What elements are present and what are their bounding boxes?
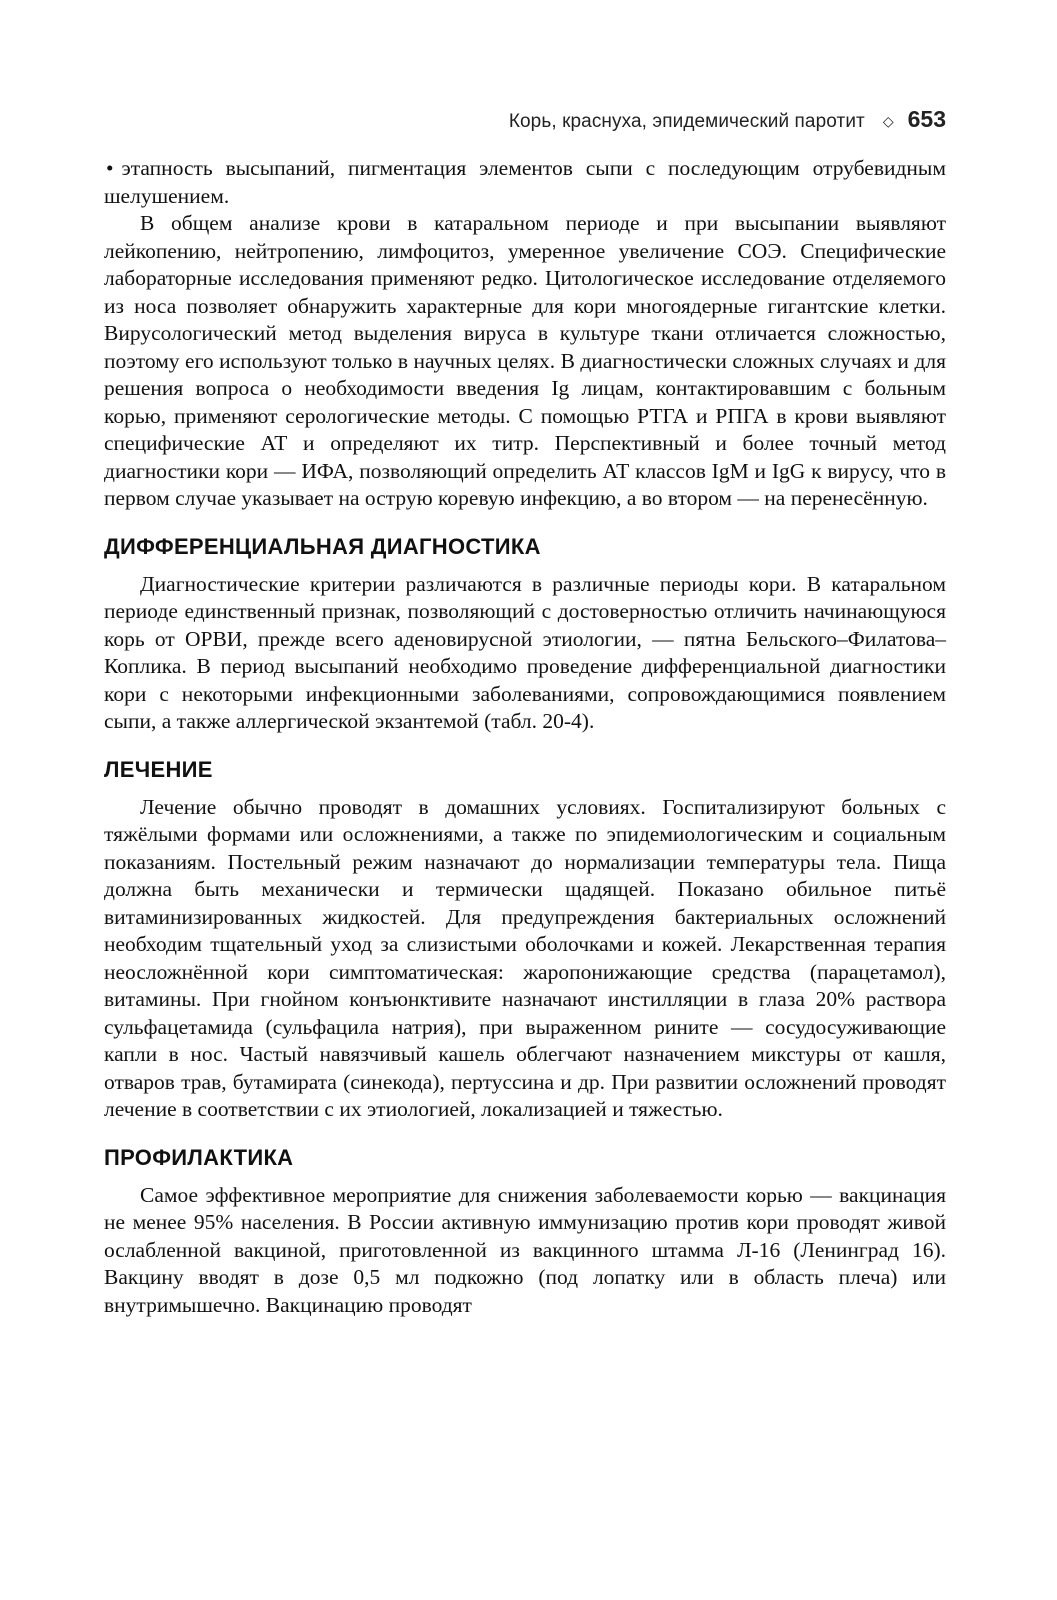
- section-heading-prevention: ПРОФИЛАКТИКА: [104, 1144, 294, 1170]
- section-heading-differential-diagnosis: ДИФФЕРЕНЦИАЛЬНАЯ ДИАГНОСТИКА: [104, 533, 541, 559]
- book-page: [104, 0, 946, 1600]
- treatment-paragraph: Лечение обычно проводят в домашних условиях. Госпитализируют больных с тяжёлыми формами или осложнениями, а также по эпидемиологическим и социальным показаниям. Постельный режим назначают до нормализации температуры тела. Пища должна быть механически и термически щадящей. Показано обильное питьё витаминизированных жидкостей. Для предупреждения бактериальных осложнений необходим тщательный уход за слизистыми оболочками и кожей. Лекарственная терапия неосложнённой кори симптоматическая: жаропонижающие средства (парацетамол), витамины. При гнойном конъюнктивите назначают инстилляции в глаза 20% раствора сульфацетамида (сульфацила натрия), при выраженном рините — сосудосуживающие капли в нос. Частый навязчивый кашель облегчают назначением микстуры от кашля, отваров трав, бутамирата (синекода), пертуссина и др. При развитии осложнений проводят лечение в соответствии с их этиологией, локализацией и тяжестью.: [104, 794, 946, 1121]
- page-body: [104, 155, 946, 1319]
- diamond-separator-icon: ◇: [882, 113, 894, 129]
- prevention-paragraph: Самое эффективное мероприятие для снижения заболеваемости корью — вакцинация не менее 95% населения. В России активную иммунизацию против кори проводят живой ослабленной вакциной, приготовленной из вакцинного штамма Л-16 (Ленинград 16). Вакцину вводят в дозе 0,5 мл подкожно (под лопатку или в область плеча) или внутримышечно. Вакцинацию проводят: [104, 1182, 946, 1317]
- section-heading-treatment: ЛЕЧЕНИЕ: [104, 756, 213, 782]
- running-head: [509, 106, 946, 133]
- differential-diagnosis-paragraph: Диагностические критерии различаются в различные периоды кори. В катаральном периоде единственный признак, позволяющий с достоверностью отличить начинающуюся корь от ОРВИ, прежде всего аденовирусной этиологии, — пятна Бельского–Филатова–Коплика. В период высыпаний необходимо проведение дифференциальной диагностики кори с некоторыми инфекционными заболеваниями, сопровождающимися появлением сыпи, а также аллергической экзантемой (табл. 20-4).: [104, 571, 946, 733]
- bullet-text: этапность высыпаний, пигментация элементов сыпи с последующим отрубевидным шелушением.: [104, 156, 946, 208]
- bullet-list-item: [104, 155, 946, 210]
- bullet-icon: •: [106, 156, 114, 180]
- page-number: 653: [907, 106, 946, 132]
- lab-diagnostics-paragraph: В общем анализе крови в катаральном периоде и при высыпании выявляют лейкопению, нейтропению, лимфоцитоз, умеренное увеличение СОЭ. Специфические лабораторные исследования применяют редко. Цитологическое исследование отделяемого из носа позволяет обнаружить характерные для кори многоядерные гигантские клетки. Вирусологический метод выделения вируса в культуре ткани отличается сложностью, поэтому его используют только в научных целях. В диагностически сложных случаях и для решения вопроса о необходимости введения Ig лицам, контактировавшим с больным корью, применяют серологические методы. С помощью РТГА и РПГА в крови выявляют специфические АТ и определяют их титр. Перспективный и более точный метод диагностики кори — ИФА, позволяющий определить АТ классов IgM и IgG к вирусу, что в первом случае указывает на острую коревую инфекцию, а во втором — на перенесённую.: [104, 211, 946, 510]
- running-head-title: Корь, краснуха, эпидемический паротит: [508, 111, 865, 132]
